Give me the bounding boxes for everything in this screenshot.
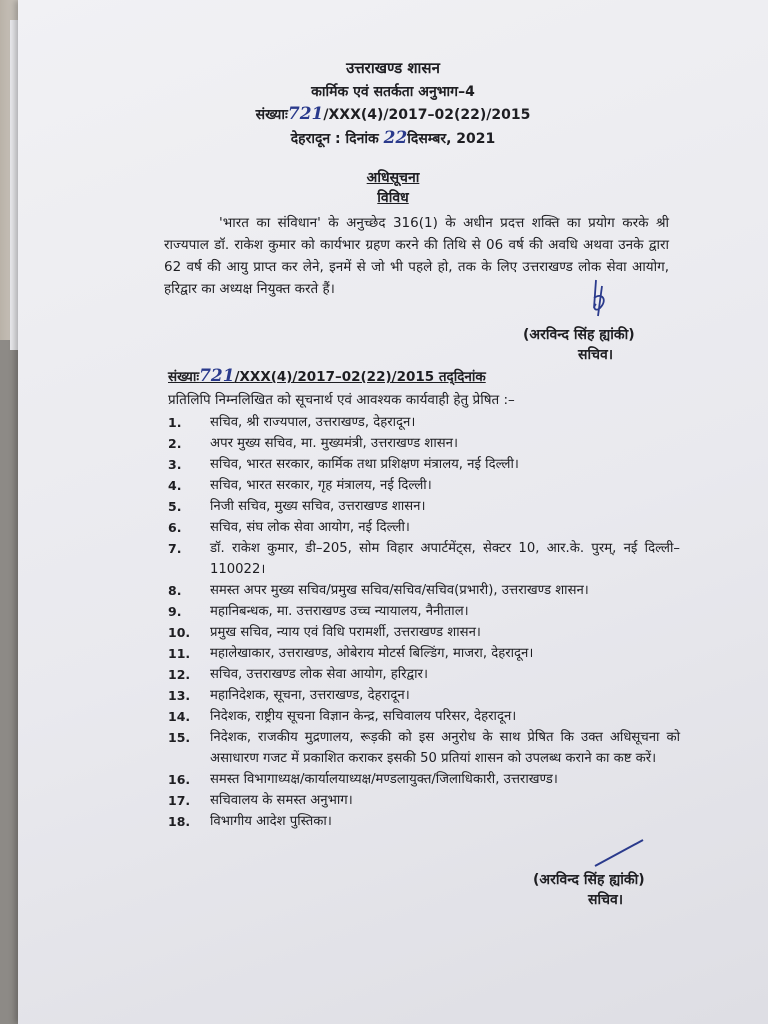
list-item-text: सचिवालय के समस्त अनुभाग। bbox=[210, 793, 353, 808]
list-item bbox=[168, 790, 680, 811]
list-item bbox=[168, 622, 680, 643]
list-item-text: महानिबन्धक, मा. उत्तराखण्ड उच्च न्यायालय, नैनीताल। bbox=[210, 604, 469, 619]
list-item-text: सचिव, श्री राज्यपाल, उत्तराखण्ड, देहरादून। bbox=[210, 415, 416, 430]
list-item bbox=[168, 538, 680, 580]
list-item-number: 6. bbox=[168, 520, 182, 535]
list-item-number: 14. bbox=[168, 709, 191, 724]
ref-number-handwritten: 721 bbox=[287, 104, 324, 124]
list-item bbox=[168, 475, 680, 496]
list-item-text: महानिदेशक, सूचना, उत्तराखण्ड, देहरादून। bbox=[210, 688, 410, 703]
list-item-text: निदेशक, राष्ट्रीय सूचना विज्ञान केन्द्र, सचिवालय परिसर, देहरादून। bbox=[210, 709, 517, 724]
notification-body: 'भारत का संविधान' के अनुच्छेद 316(1) के अधीन प्रदत्त शक्ति का प्रयोग करके श्री राज्यपाल डॉ. राकेश कुमार को कार्यभार ग्रहण करने की तिथि से 06 वर्ष की अवधि अथवा उनके द्वारा 62 वर्ष की आयु प्राप्त कर लेने, इनमें से जो भी पहले हो, तक के लिए उत्तराखण्ड लोक सेवा आयोग, हरिद्वार का अध्यक्ष नियुक्त करते हैं। bbox=[164, 215, 669, 297]
ref-suffix: /XXX(4)/2017–02(22)/2015 bbox=[323, 107, 531, 123]
list-item bbox=[168, 643, 680, 664]
list-item bbox=[168, 769, 680, 790]
list-item-number: 15. bbox=[168, 730, 191, 745]
list-item-number: 11. bbox=[168, 646, 191, 661]
notification-subtitle: विविध bbox=[377, 190, 409, 206]
list-item-number: 12. bbox=[168, 667, 191, 682]
list-item bbox=[168, 454, 680, 475]
list-item bbox=[168, 727, 680, 769]
list-item-number: 5. bbox=[168, 499, 182, 514]
list-item-text: समस्त अपर मुख्य सचिव/प्रमुख सचिव/सचिव/सचिव(प्रभारी), उत्तराखण्ड शासन। bbox=[210, 583, 589, 598]
date-prefix: देहरादून : दिनांक bbox=[290, 131, 379, 147]
list-item-text: निजी सचिव, मुख्य सचिव, उत्तराखण्ड शासन। bbox=[210, 499, 426, 514]
list-item-text: विभागीय आदेश पुस्तिका। bbox=[210, 814, 332, 829]
list-item-text: प्रमुख सचिव, न्याय एवं विधि परामर्शी, उत्तराखण्ड शासन। bbox=[210, 625, 481, 640]
list-item bbox=[168, 412, 680, 433]
copy-ref-suffix: /XXX(4)/2017–02(22)/2015 तद्‌दिनांक bbox=[234, 369, 486, 385]
department-heading: कार्मिक एवं सतर्कता अनुभाग–4 bbox=[311, 84, 475, 100]
list-item-text: सचिव, भारत सरकार, कार्मिक तथा प्रशिक्षण मंत्रालय, नई दिल्ली। bbox=[210, 457, 519, 472]
signatory-designation-bottom: सचिव। bbox=[588, 892, 624, 908]
list-item bbox=[168, 517, 680, 538]
list-item bbox=[168, 601, 680, 622]
government-heading: उत्तराखण्ड शासन bbox=[346, 59, 440, 77]
date-day-handwritten: 22 bbox=[383, 128, 408, 148]
list-item-number: 17. bbox=[168, 793, 191, 808]
list-item-number: 2. bbox=[168, 436, 182, 451]
list-item-number: 16. bbox=[168, 772, 191, 787]
list-item-number: 9. bbox=[168, 604, 182, 619]
list-item-text: महालेखाकार, उत्तराखण्ड, ओबेराय मोटर्स बिल्डिंग, माजरा, देहरादून। bbox=[210, 646, 534, 661]
list-item bbox=[168, 580, 680, 601]
list-item-number: 4. bbox=[168, 478, 182, 493]
list-item-number: 10. bbox=[168, 625, 191, 640]
copy-reference-number bbox=[168, 366, 486, 386]
copy-ref-number-handwritten: 721 bbox=[199, 366, 235, 386]
list-item bbox=[168, 706, 680, 727]
list-item bbox=[168, 496, 680, 517]
signatory-designation: सचिव। bbox=[578, 347, 614, 363]
list-item-text: सचिव, उत्तराखण्ड लोक सेवा आयोग, हरिद्वार। bbox=[210, 667, 428, 682]
distribution-list bbox=[168, 412, 680, 832]
list-item bbox=[168, 664, 680, 685]
list-item bbox=[168, 685, 680, 706]
list-item-number: 3. bbox=[168, 457, 182, 472]
date-suffix: दिसम्बर, 2021 bbox=[407, 131, 496, 147]
list-item-text: निदेशक, राजकीय मुद्रणालय, रूड़की को इस अनुरोध के साथ प्रेषित कि उक्त अधिसूचना को असाधारण गजट में प्रकाशित कराकर इसकी 50 प्रतियां शासन को उपलब्ध कराने का कष्ट करें। bbox=[210, 730, 680, 766]
copy-intro-text: प्रतिलिपि निम्नलिखित को सूचनार्थ एवं आवश्यक कार्यवाही हेतु प्रेषित :– bbox=[168, 392, 515, 408]
notification-title: अधिसूचना bbox=[366, 170, 420, 186]
list-item bbox=[168, 433, 680, 454]
list-item-text: सचिव, संघ लोक सेवा आयोग, नई दिल्ली। bbox=[210, 520, 410, 535]
signatory-name: (अरविन्द सिंह ह्यांकी) bbox=[523, 327, 635, 343]
list-item-number: 13. bbox=[168, 688, 191, 703]
reference-number bbox=[18, 104, 768, 124]
signatory-name-bottom: (अरविन्द सिंह ह्यांकी) bbox=[533, 872, 645, 888]
ref-prefix: संख्याः bbox=[255, 107, 288, 123]
list-item-number: 8. bbox=[168, 583, 182, 598]
document-page bbox=[18, 0, 768, 1024]
list-item-number: 18. bbox=[168, 814, 191, 829]
date-line bbox=[18, 128, 768, 148]
list-item-text: समस्त विभागाध्यक्ष/कार्यालयाध्यक्ष/मण्डलायुक्त/जिलाधिकारी, उत्तराखण्ड। bbox=[210, 772, 558, 787]
list-item-text: सचिव, भारत सरकार, गृह मंत्रालय, नई दिल्ली। bbox=[210, 478, 432, 493]
list-item-number: 1. bbox=[168, 415, 182, 430]
signature-stroke-icon bbox=[593, 838, 645, 868]
list-item-number: 7. bbox=[168, 541, 182, 556]
copy-ref-prefix: संख्याः bbox=[168, 369, 200, 385]
list-item-text: डॉ. राकेश कुमार, डी–205, सोम विहार अपार्टमेंट्स, सेक्टर 10, आर.के. पुरम्, नई दिल्ली–110022। bbox=[210, 541, 680, 577]
signature-mark-icon bbox=[588, 278, 612, 318]
list-item-text: अपर मुख्य सचिव, मा. मुख्यमंत्री, उत्तराखण्ड शासन। bbox=[210, 436, 458, 451]
list-item bbox=[168, 811, 680, 832]
